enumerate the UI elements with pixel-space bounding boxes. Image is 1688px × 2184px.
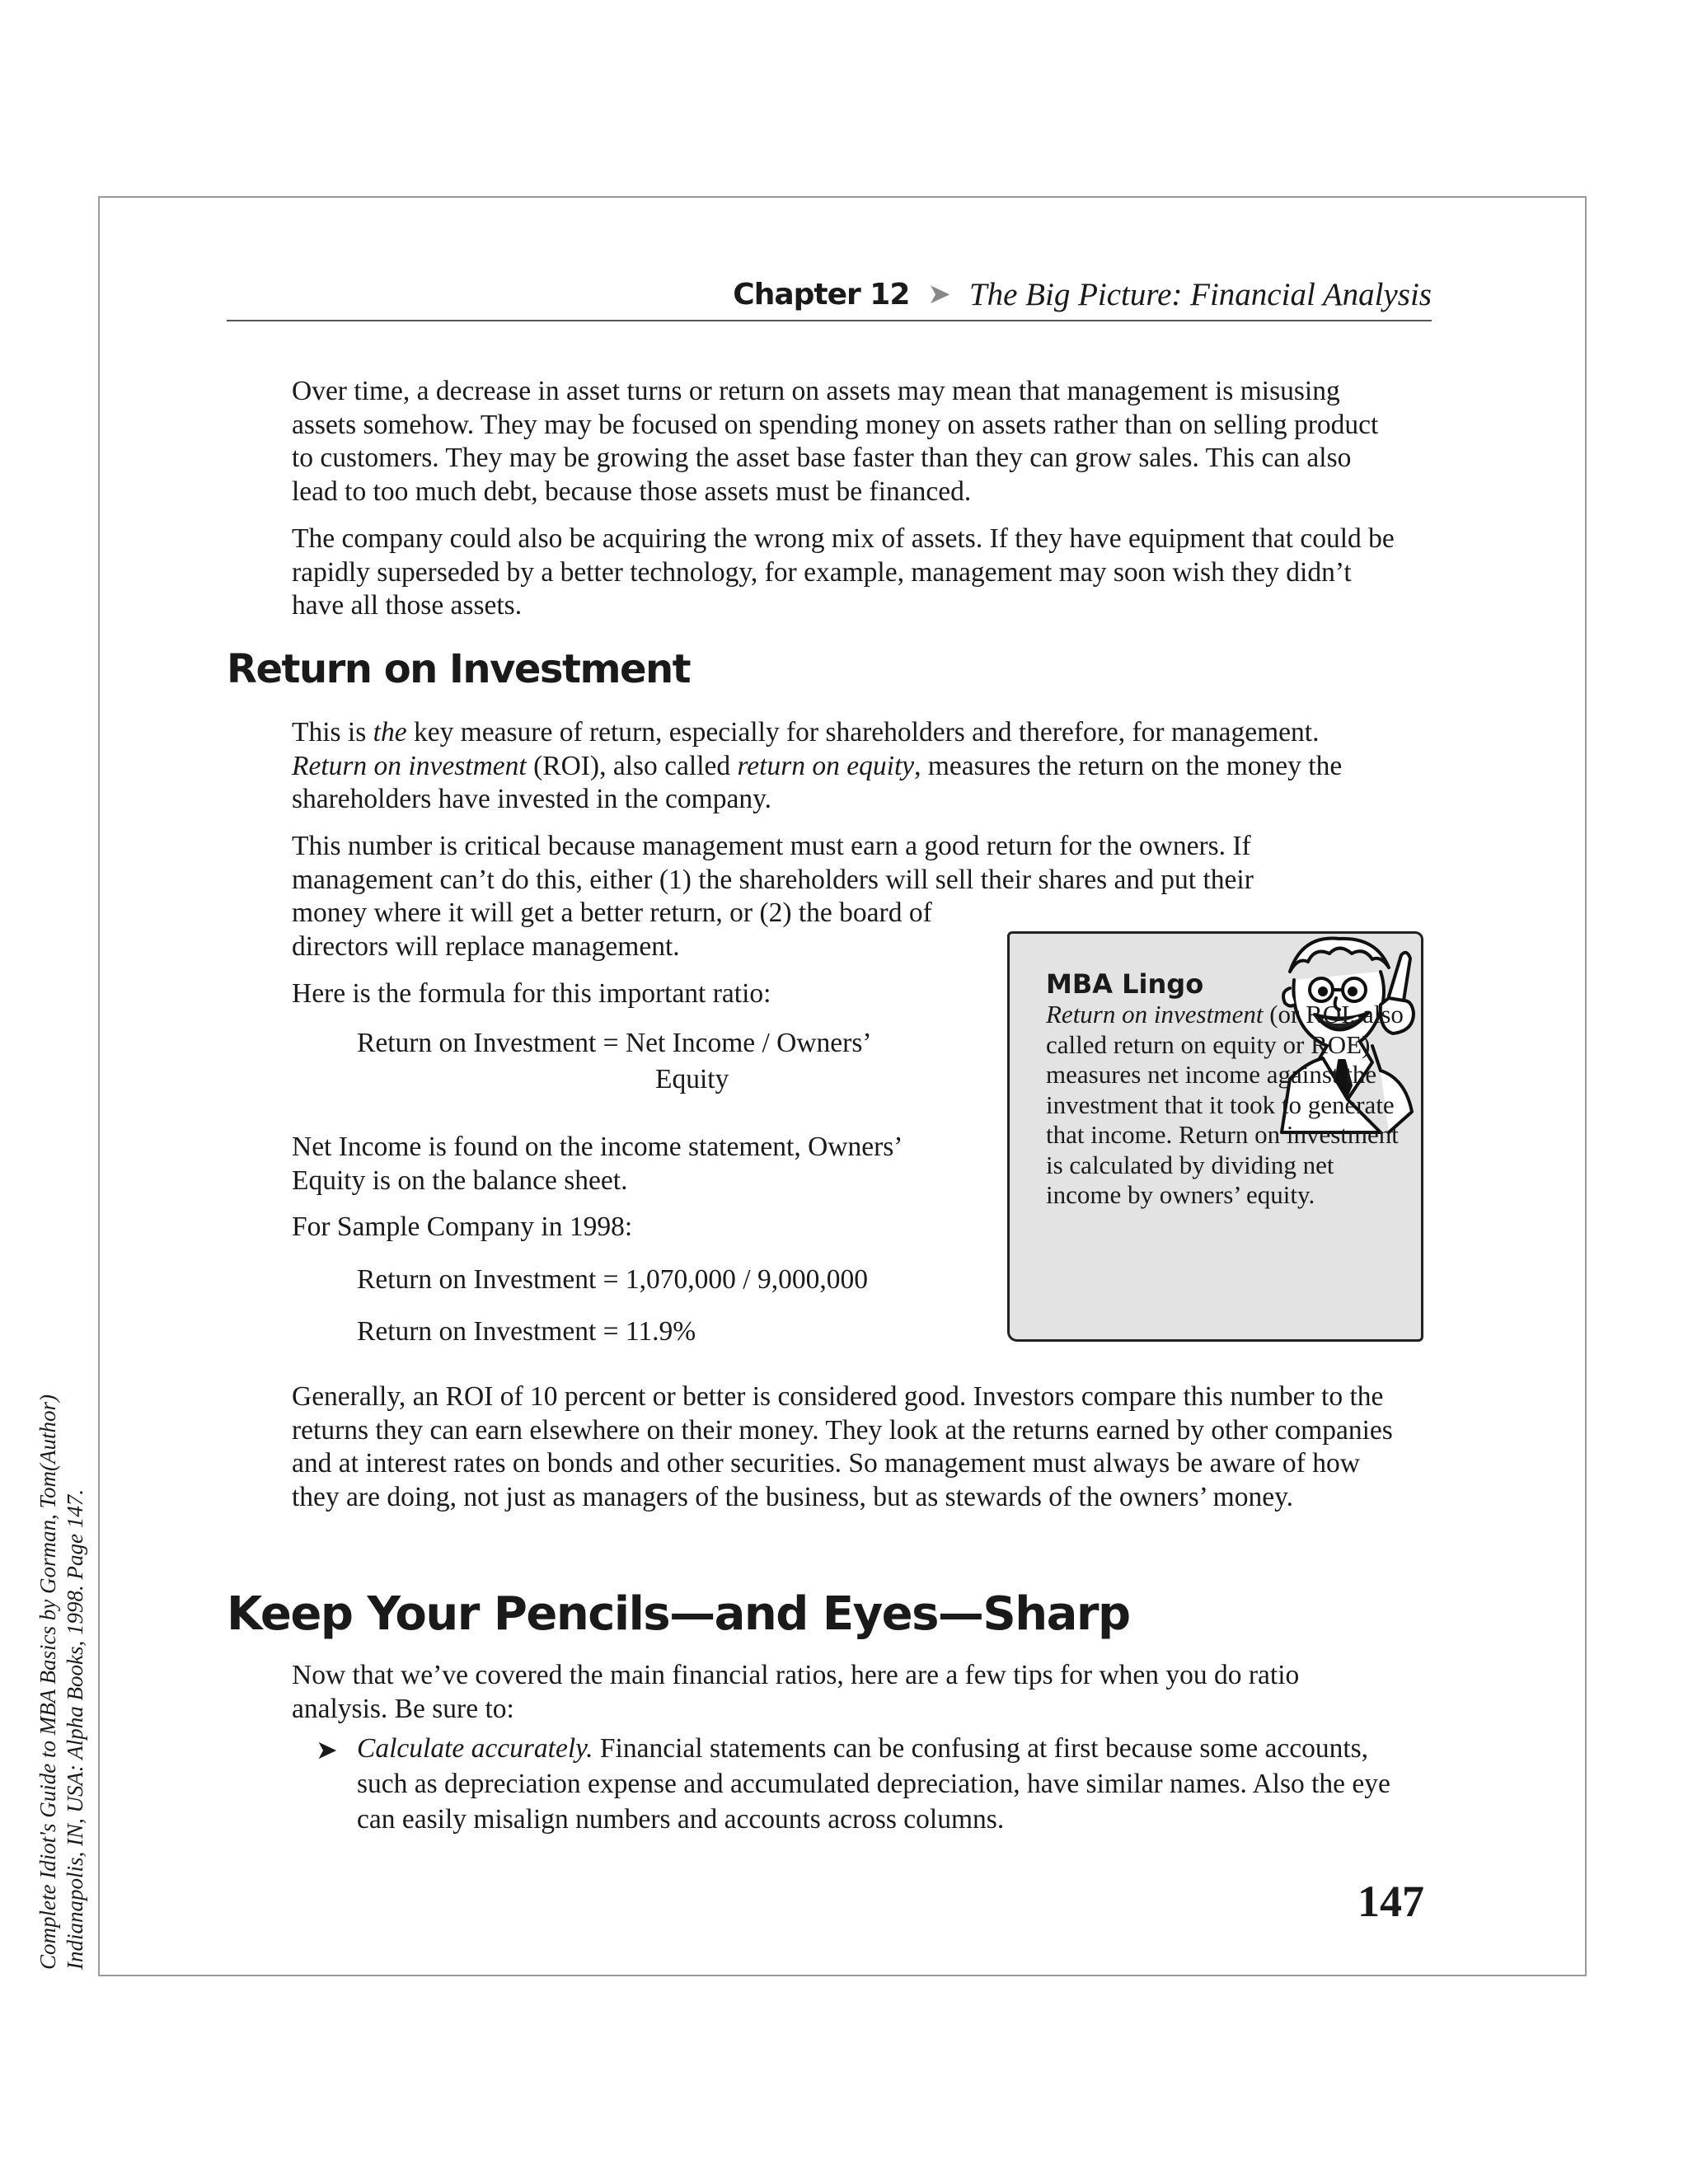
running-head (227, 269, 1432, 321)
paragraph-tips-intro: Now that we’ve covered the main financial ratios, here are a few tips for when you do ratio analysis. Be sure to: (292, 1660, 1300, 1724)
formula-sample-calc: Return on Investment = 1,070,000 / 9,000,000 (357, 1264, 868, 1295)
bullet-arrow-icon: ➤ (316, 1735, 338, 1765)
paragraph-sample-company: For Sample Company in 1998: (292, 1212, 633, 1242)
sidebar-heading: MBA Lingo (1046, 968, 1204, 1000)
paragraph-asset-misuse: Over time, a decrease in asset turns or return on assets may mean that management is misusing assets somehow. They may be focused on spending money on assets rather than on selling product to customers. They may be growing the asset base faster than they can grow sales. This can also lead to too much debt, because those assets must be financed. (292, 376, 1379, 507)
paragraph-roi-definition: This is the key measure of return, especially for shareholders and therefore, for management. Return on investment (ROI), also called return on equity, measures the return on the money the shareholders have invested in the company. (292, 717, 1343, 814)
list-item-calculate-accurately: Calculate accurately. Financial statements can be confusing at first because some accounts, such as depreciation expense and accumulated depreciation, have similar names. Also the eye can easily misalign numbers and accounts across columns. (357, 1733, 1390, 1835)
paragraph-roi-critical-cont: money where it will get a better return, or (2) the board of directors will replace management. (292, 898, 932, 962)
paragraph-roi-benchmark: Generally, an ROI of 10 percent or better is considered good. Investors compare this number to the returns they can earn elsewhere on their money. They look at the returns earned by other companies and at interest rates on bonds and other securities. So management must always be aware of how they are doing, not just as managers of the business, but as stewards of the owners’ money. (292, 1381, 1393, 1512)
mba-lingo-sidebar (1007, 931, 1423, 1342)
heading-keep-pencils-sharp: Keep Your Pencils—and Eyes—Sharp (227, 1587, 1130, 1641)
arrow-icon: ➤ (927, 279, 951, 310)
paragraph-income-statement: Net Income is found on the income statement, Owners’ Equity is on the balance sheet. (292, 1132, 901, 1196)
chapter-title: The Big Picture: Financial Analysis (968, 276, 1432, 312)
formula-sample-result: Return on Investment = 11.9% (357, 1316, 696, 1347)
paragraph-asset-mix: The company could also be acquiring the wrong mix of assets. If they have equipment that could be rapidly superseded by a better technology, for example, management may soon wish they didn’t have all those assets. (292, 523, 1395, 621)
chapter-label: Chapter 12 (733, 277, 910, 312)
formula-roi: Return on Investment = Net Income / Owners’ Equity (357, 1028, 872, 1094)
page-number: 147 (1357, 1877, 1424, 1926)
paragraph-formula-intro: Here is the formula for this important ratio: (292, 978, 771, 1009)
heading-return-on-investment: Return on Investment (227, 646, 691, 692)
sidebar-definition: Return on investment (or ROI, also called return on equity or ROE) measures net income against the investment that it took to generate that income. Return on investment is calculated by dividing net income by owners’ equity. (1046, 1000, 1404, 1209)
paragraph-roi-critical: This number is critical because management must earn a good return for the owners. If management can’t do this, either (1) the shareholders will sell their shares and put their (292, 831, 1254, 895)
side-credit: Complete Idiot's Guide to MBA Basics by Gorman, Tom(Author) Indianapolis, IN, USA: Alpha Books, 1998. Page 147. (35, 1394, 87, 1970)
